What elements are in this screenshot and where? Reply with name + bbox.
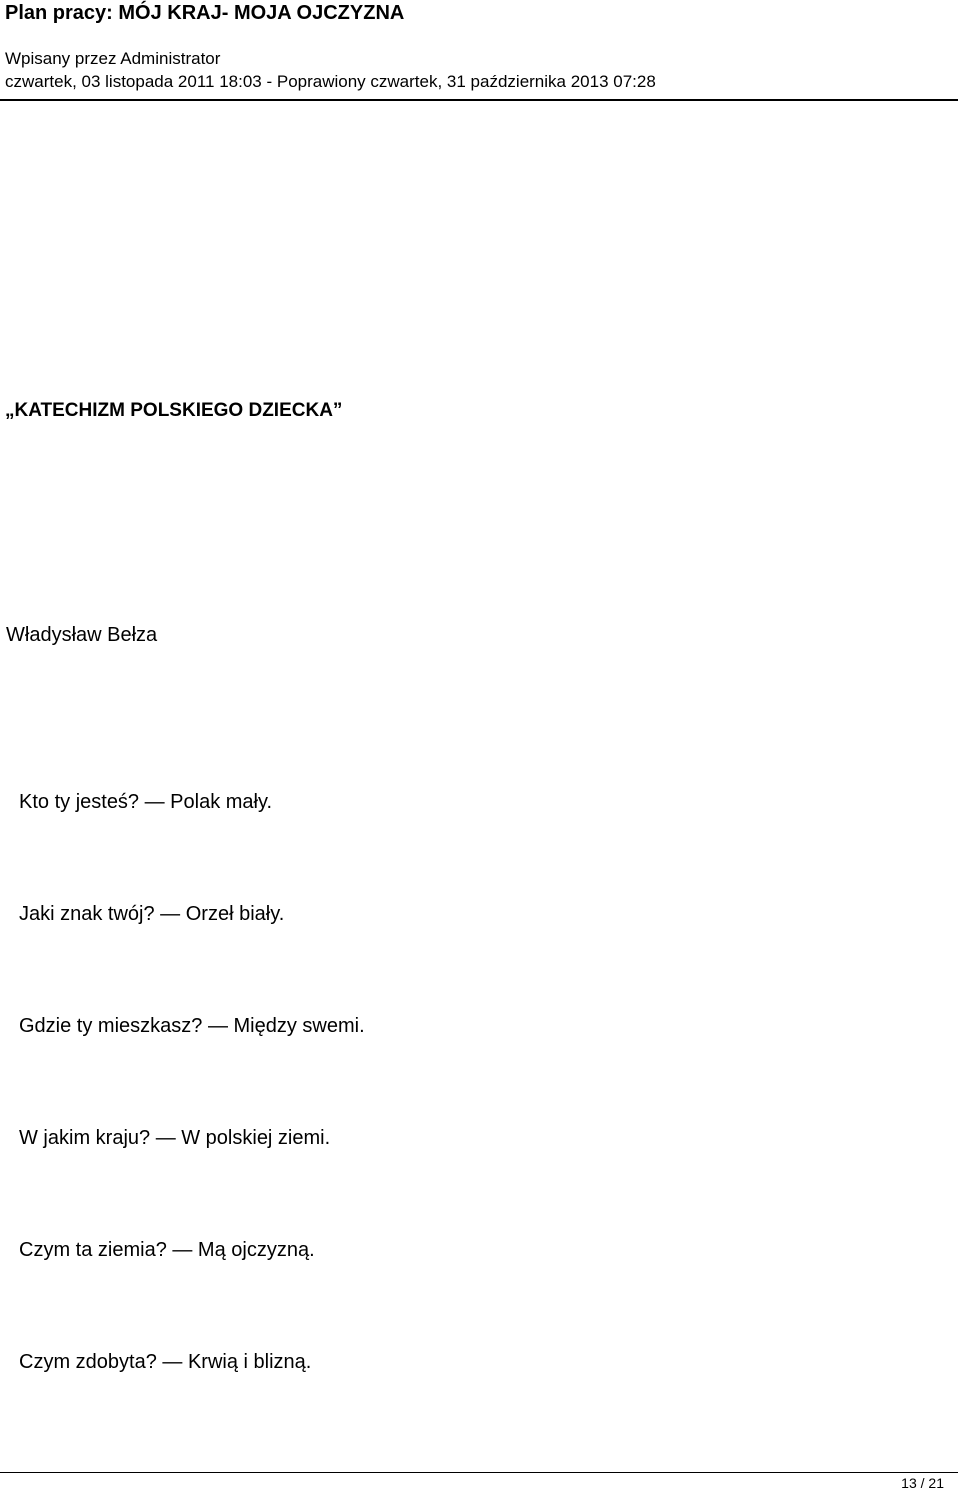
poem-title: „KATECHIZM POLSKIEGO DZIECKA” bbox=[5, 400, 343, 421]
verse-line-6: Czym zdobyta? — Krwią i blizną. bbox=[19, 1351, 312, 1373]
verse-line-2: Jaki znak twój? — Orzeł biały. bbox=[19, 903, 285, 925]
verse-line-3: Gdzie ty mieszkasz? — Między swemi. bbox=[19, 1015, 365, 1037]
verse-line-5: Czym ta ziemia? — Mą ojczyzną. bbox=[19, 1239, 315, 1261]
dates-line: czwartek, 03 listopada 2011 18:03 - Poprawiony czwartek, 31 października 2013 07:28 bbox=[5, 72, 656, 91]
author-line: Wpisany przez Administrator bbox=[5, 49, 221, 68]
header-divider bbox=[0, 99, 958, 101]
document-title: Plan pracy: MÓJ KRAJ- MOJA OJCZYZNA bbox=[5, 2, 405, 24]
verse-line-1: Kto ty jesteś? — Polak mały. bbox=[19, 791, 273, 813]
poem-author: Władysław Bełza bbox=[6, 624, 158, 646]
footer-divider bbox=[0, 1472, 958, 1473]
verse-line-4: W jakim kraju? — W polskiej ziemi. bbox=[19, 1127, 331, 1149]
page-number: 13 / 21 bbox=[901, 1475, 944, 1491]
